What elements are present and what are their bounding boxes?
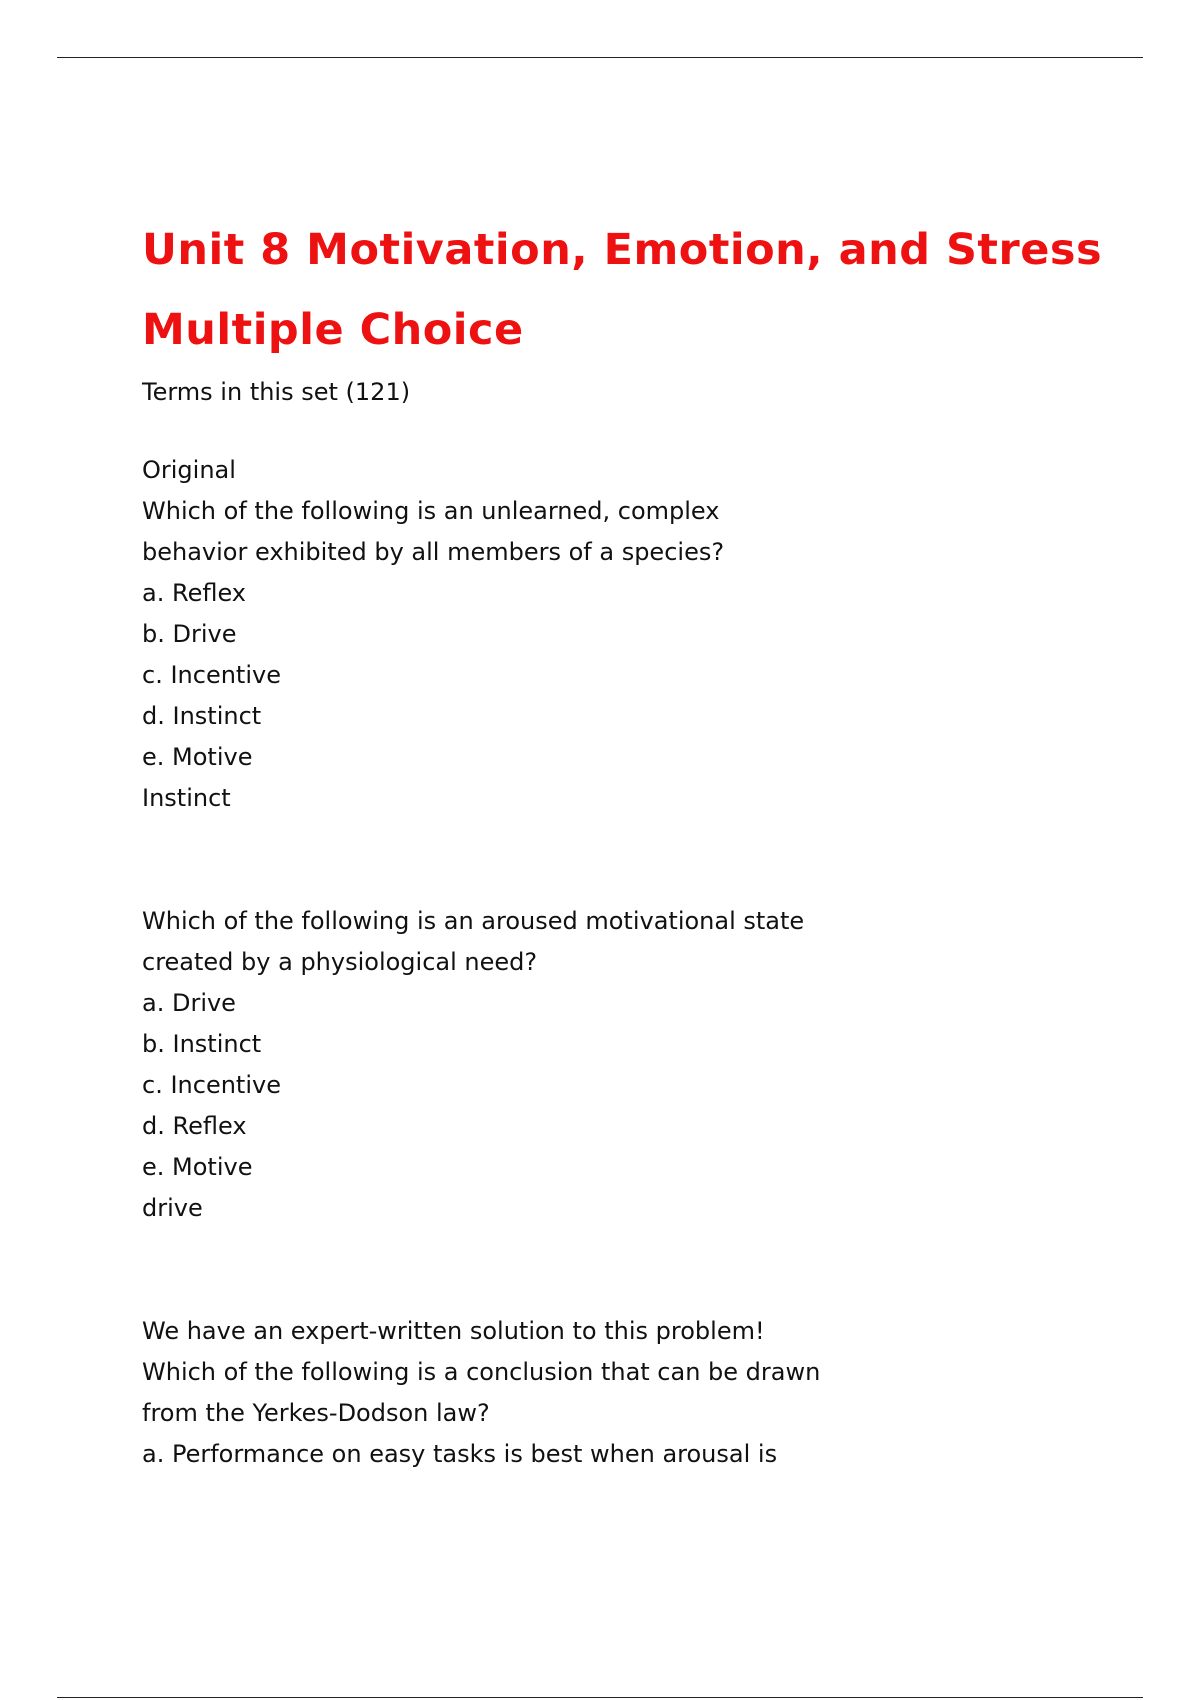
question-1-option-b: b. Drive — [142, 620, 237, 648]
question-2-text-line-1: Which of the following is an aroused motivational state — [142, 907, 805, 935]
question-1-answer: Instinct — [142, 784, 231, 812]
question-1-option-c: c. Incentive — [142, 661, 281, 689]
question-2-option-c: c. Incentive — [142, 1071, 281, 1099]
top-divider — [57, 57, 1143, 58]
question-2-option-b: b. Instinct — [142, 1030, 262, 1058]
question-1-option-a: a. Reflex — [142, 579, 246, 607]
question-3-option-a: a. Performance on easy tasks is best when arousal is — [142, 1440, 778, 1468]
block1-label: Original — [142, 456, 236, 484]
title-line-2: Multiple Choice — [142, 305, 524, 355]
question-2-option-d: d. Reflex — [142, 1112, 247, 1140]
question-1-text-line-1: Which of the following is an unlearned, complex — [142, 497, 720, 525]
question-2-option-a: a. Drive — [142, 989, 236, 1017]
question-3-text-line-1: Which of the following is a conclusion that can be drawn — [142, 1358, 821, 1386]
expert-solution-note: We have an expert-written solution to this problem! — [142, 1317, 765, 1345]
question-2-text-line-2: created by a physiological need? — [142, 948, 538, 976]
question-block-2 — [142, 901, 1122, 1229]
question-2-answer: drive — [142, 1194, 203, 1222]
question-1-option-d: d. Instinct — [142, 702, 262, 730]
question-1-text-line-2: behavior exhibited by all members of a species? — [142, 538, 725, 566]
question-block-1 — [142, 450, 1122, 819]
bottom-divider — [57, 1697, 1143, 1698]
question-1-option-e: e. Motive — [142, 743, 253, 771]
title-line-1: Unit 8 Motivation, Emotion, and Stress — [142, 225, 1103, 275]
terms-count: Terms in this set (121) — [142, 378, 411, 406]
question-2-option-e: e. Motive — [142, 1153, 253, 1181]
question-block-3 — [142, 1311, 1122, 1475]
question-3-text-line-2: from the Yerkes-Dodson law? — [142, 1399, 490, 1427]
page-title — [142, 210, 1122, 370]
document-content — [142, 210, 1122, 1475]
